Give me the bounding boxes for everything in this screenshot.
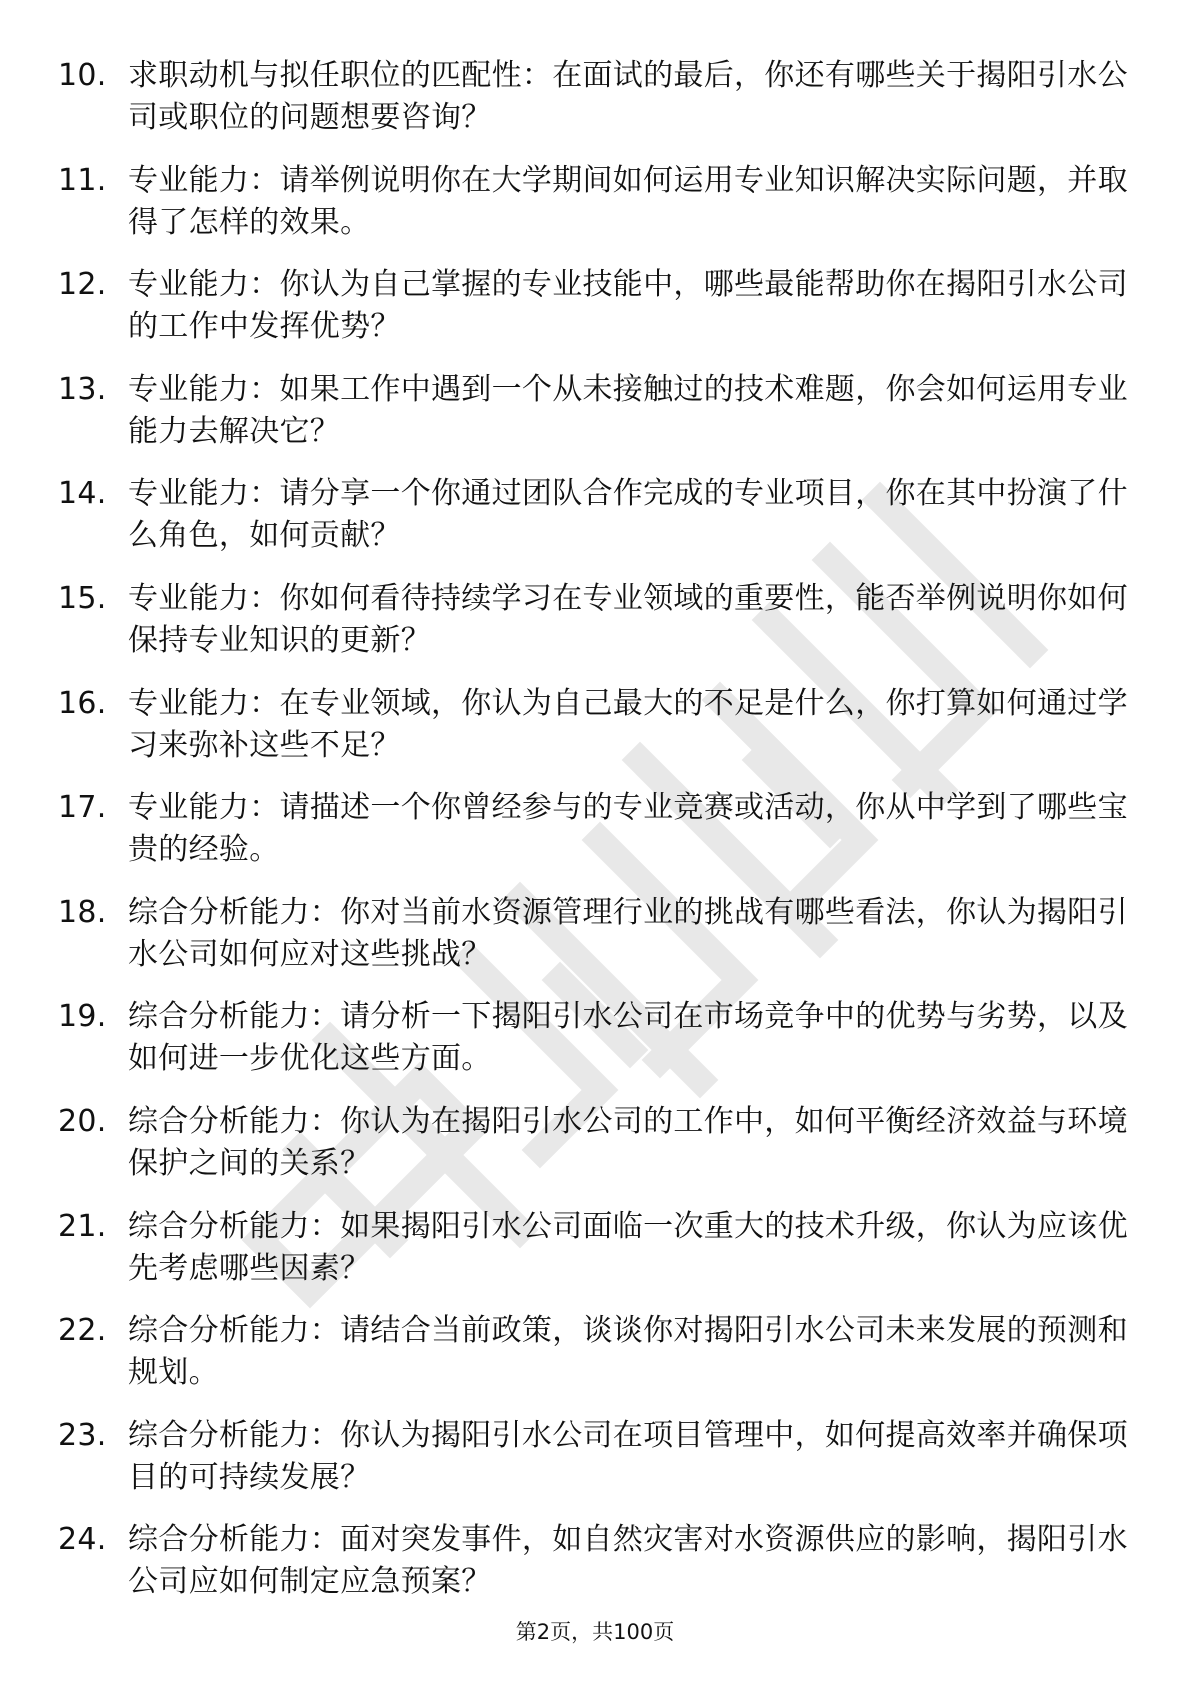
question-number: 21. [58, 1208, 107, 1244]
question-number: 22. [58, 1313, 107, 1349]
question-item [58, 473, 1138, 557]
question-number: 11. [58, 162, 107, 198]
question-list [58, 55, 1138, 1624]
question-item [58, 1101, 1138, 1185]
page-footer: 第2页，共100页 [515, 1620, 675, 1644]
question-text: 专业能力：请描述一个你曾经参与的专业竞赛或活动，你从中学到了哪些宝贵的经验。 [128, 790, 1128, 868]
question-item [58, 578, 1138, 662]
question-item [58, 369, 1138, 453]
question-text: 专业能力：你如何看待持续学习在专业领域的重要性，能否举例说明你如何保持专业知识的更新？ [128, 580, 1128, 658]
question-item [58, 787, 1138, 871]
question-text: 综合分析能力：请结合当前政策，谈谈你对揭阳引水公司未来发展的预测和规划。 [128, 1313, 1128, 1391]
question-item [58, 892, 1138, 976]
question-number: 10. [58, 58, 107, 93]
question-text: 综合分析能力：如果揭阳引水公司面临一次重大的技术升级，你认为应该优先考虑哪些因素？ [128, 1208, 1128, 1286]
question-number: 17. [58, 790, 107, 826]
question-text: 专业能力：请举例说明你在大学期间如何运用专业知识解决实际问题，并取得了怎样的效果。 [128, 162, 1128, 240]
question-number: 16. [58, 685, 107, 721]
question-text: 求职动机与拟任职位的匹配性：在面试的最后，你还有哪些关于揭阳引水公司或职位的问题想要咨询？ [128, 58, 1128, 135]
question-item [58, 160, 1138, 244]
question-item [58, 1415, 1138, 1499]
question-number: 14. [58, 476, 107, 512]
question-item [58, 1310, 1138, 1394]
question-text: 专业能力：你认为自己掌握的专业技能中，哪些最能帮助你在揭阳引水公司的工作中发挥优势？ [128, 267, 1128, 345]
question-item [58, 1206, 1138, 1290]
question-text: 综合分析能力：你对当前水资源管理行业的挑战有哪些看法，你认为揭阳引水公司如何应对这些挑战？ [128, 894, 1128, 972]
question-item [58, 264, 1138, 348]
question-item [58, 683, 1138, 767]
question-number: 12. [58, 267, 107, 303]
question-number: 20. [58, 1103, 107, 1139]
question-text: 专业能力：在专业领域，你认为自己最大的不足是什么，你打算如何通过学习来弥补这些不足？ [128, 685, 1128, 763]
question-text: 专业能力：请分享一个你通过团队合作完成的专业项目，你在其中扮演了什么角色，如何贡献？ [128, 476, 1128, 554]
question-item [58, 55, 1138, 139]
question-number: 15. [58, 580, 107, 616]
question-number: 13. [58, 371, 107, 407]
question-number: 24. [58, 1522, 107, 1558]
question-text: 专业能力：如果工作中遇到一个从未接触过的技术难题，你会如何运用专业能力去解决它？ [128, 371, 1128, 449]
question-text: 综合分析能力：请分析一下揭阳引水公司在市场竞争中的优势与劣势，以及如何进一步优化这些方面。 [128, 999, 1128, 1077]
question-item [58, 1519, 1138, 1603]
question-number: 19. [58, 999, 107, 1035]
question-number: 18. [58, 894, 107, 930]
question-item [58, 996, 1138, 1080]
question-text: 综合分析能力：你认为揭阳引水公司在项目管理中，如何提高效率并确保项目的可持续发展？ [128, 1417, 1128, 1495]
question-text: 综合分析能力：你认为在揭阳引水公司的工作中，如何平衡经济效益与环境保护之间的关系？ [128, 1103, 1128, 1181]
question-text: 综合分析能力：面对突发事件，如自然灾害对水资源供应的影响，揭阳引水公司应如何制定应急预案？ [128, 1522, 1128, 1600]
question-number: 23. [58, 1417, 107, 1453]
